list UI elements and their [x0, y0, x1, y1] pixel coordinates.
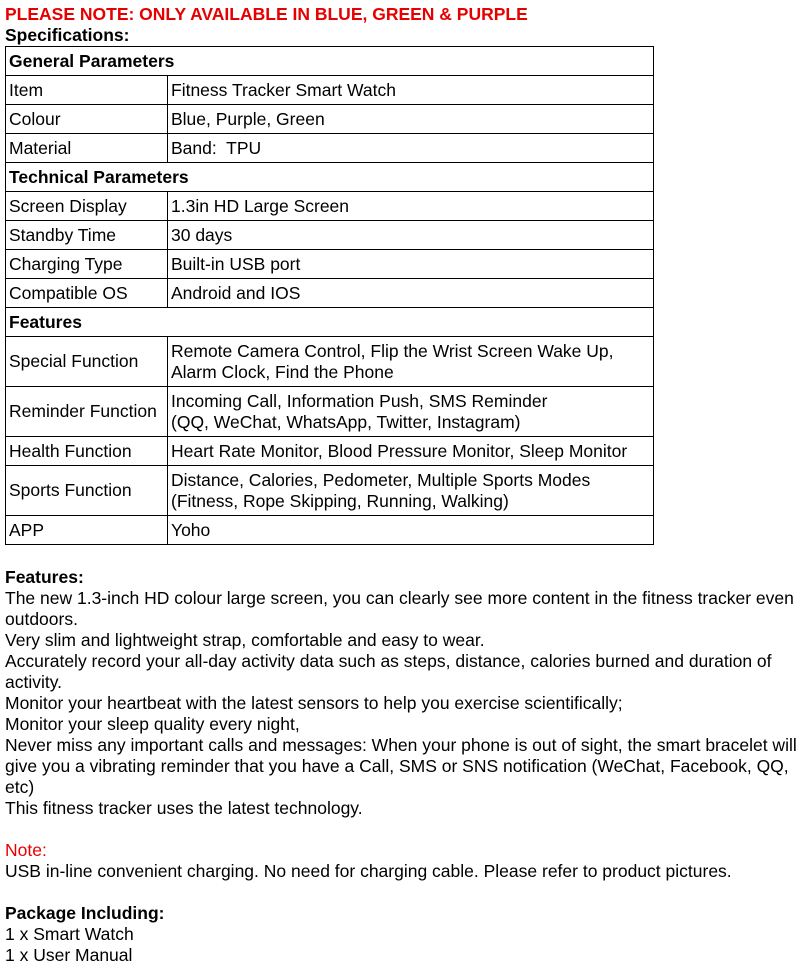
- row-value: Built-in USB port: [168, 250, 654, 279]
- row-label: Item: [6, 76, 168, 105]
- feature-paragraph: Very slim and lightweight strap, comfortable and easy to wear.: [5, 630, 485, 650]
- section-header-features: Features: [6, 308, 654, 337]
- package-item: 1 x Smart Watch: [5, 924, 134, 944]
- table-row: [6, 337, 654, 387]
- row-value-line: (QQ, WeChat, WhatsApp, Twitter, Instagram): [171, 411, 521, 432]
- spec-table: [5, 46, 654, 545]
- feature-paragraph: Monitor your sleep quality every night,: [5, 714, 300, 734]
- row-label: Material: [6, 134, 168, 163]
- table-row: [6, 516, 654, 545]
- row-label: Compatible OS: [6, 279, 168, 308]
- row-value: [168, 337, 654, 387]
- table-row: [6, 76, 654, 105]
- feature-paragraph: Monitor your heartbeat with the latest sensors to help you exercise scientifically;: [5, 693, 623, 713]
- feature-paragraph: Accurately record your all-day activity data such as steps, distance, calories burned and duration of activity.: [5, 651, 772, 692]
- table-row: [6, 134, 654, 163]
- row-value: Band: TPU: [168, 134, 654, 163]
- package-item: 1 x User Manual: [5, 945, 133, 965]
- row-label: Charging Type: [6, 250, 168, 279]
- package-section: [5, 903, 807, 966]
- availability-notice: PLEASE NOTE: ONLY AVAILABLE IN BLUE, GREEN & PURPLE: [5, 4, 528, 24]
- table-section-row: [6, 163, 654, 192]
- row-value: 1.3in HD Large Screen: [168, 192, 654, 221]
- row-label: Standby Time: [6, 221, 168, 250]
- product-description: [5, 4, 807, 966]
- row-value: Heart Rate Monitor, Blood Pressure Monitor, Sleep Monitor: [168, 437, 654, 466]
- row-label: Special Function: [6, 337, 168, 387]
- row-value: 30 days: [168, 221, 654, 250]
- table-row: [6, 437, 654, 466]
- row-label: Sports Function: [6, 466, 168, 516]
- row-label: Health Function: [6, 437, 168, 466]
- row-value-line: Distance, Calories, Pedometer, Multiple Sports Modes: [171, 469, 591, 490]
- row-value: [168, 466, 654, 516]
- row-value-line: Remote Camera Control, Flip the Wrist Screen Wake Up,: [171, 340, 614, 361]
- note-label: Note:: [5, 840, 47, 860]
- row-value: Fitness Tracker Smart Watch: [168, 76, 654, 105]
- section-header-technical: Technical Parameters: [6, 163, 654, 192]
- table-row: [6, 105, 654, 134]
- features-section: [5, 567, 807, 819]
- row-value: Yoho: [168, 516, 654, 545]
- row-value-line: Incoming Call, Information Push, SMS Reminder: [171, 390, 548, 411]
- row-label: Screen Display: [6, 192, 168, 221]
- table-row: [6, 192, 654, 221]
- row-value-line: (Fitness, Rope Skipping, Running, Walking): [171, 490, 509, 511]
- specifications-heading: Specifications:: [5, 25, 130, 45]
- package-heading: Package Including:: [5, 903, 165, 923]
- row-value: Android and IOS: [168, 279, 654, 308]
- note-text: USB in-line convenient charging. No need for charging cable. Please refer to product pictures.: [5, 861, 732, 881]
- feature-paragraph: Never miss any important calls and messages: When your phone is out of sight, the smart bracelet will give you a vibrating reminder that you have a Call, SMS or SNS notification (WeChat, Facebook, QQ, etc): [5, 735, 797, 797]
- features-heading: Features:: [5, 567, 84, 587]
- feature-paragraph: This fitness tracker uses the latest technology.: [5, 798, 363, 818]
- table-row: [6, 221, 654, 250]
- row-label: APP: [6, 516, 168, 545]
- section-header-general: General Parameters: [6, 47, 654, 76]
- row-label: Colour: [6, 105, 168, 134]
- feature-paragraph: The new 1.3-inch HD colour large screen, you can clearly see more content in the fitness tracker even outdoors.: [5, 588, 794, 629]
- table-row: [6, 250, 654, 279]
- table-row: [6, 387, 654, 437]
- row-value: Blue, Purple, Green: [168, 105, 654, 134]
- row-label: Reminder Function: [6, 387, 168, 437]
- table-row: [6, 466, 654, 516]
- table-section-row: [6, 308, 654, 337]
- row-value-line: Alarm Clock, Find the Phone: [171, 361, 394, 382]
- row-value: [168, 387, 654, 437]
- table-row: [6, 279, 654, 308]
- table-section-row: [6, 47, 654, 76]
